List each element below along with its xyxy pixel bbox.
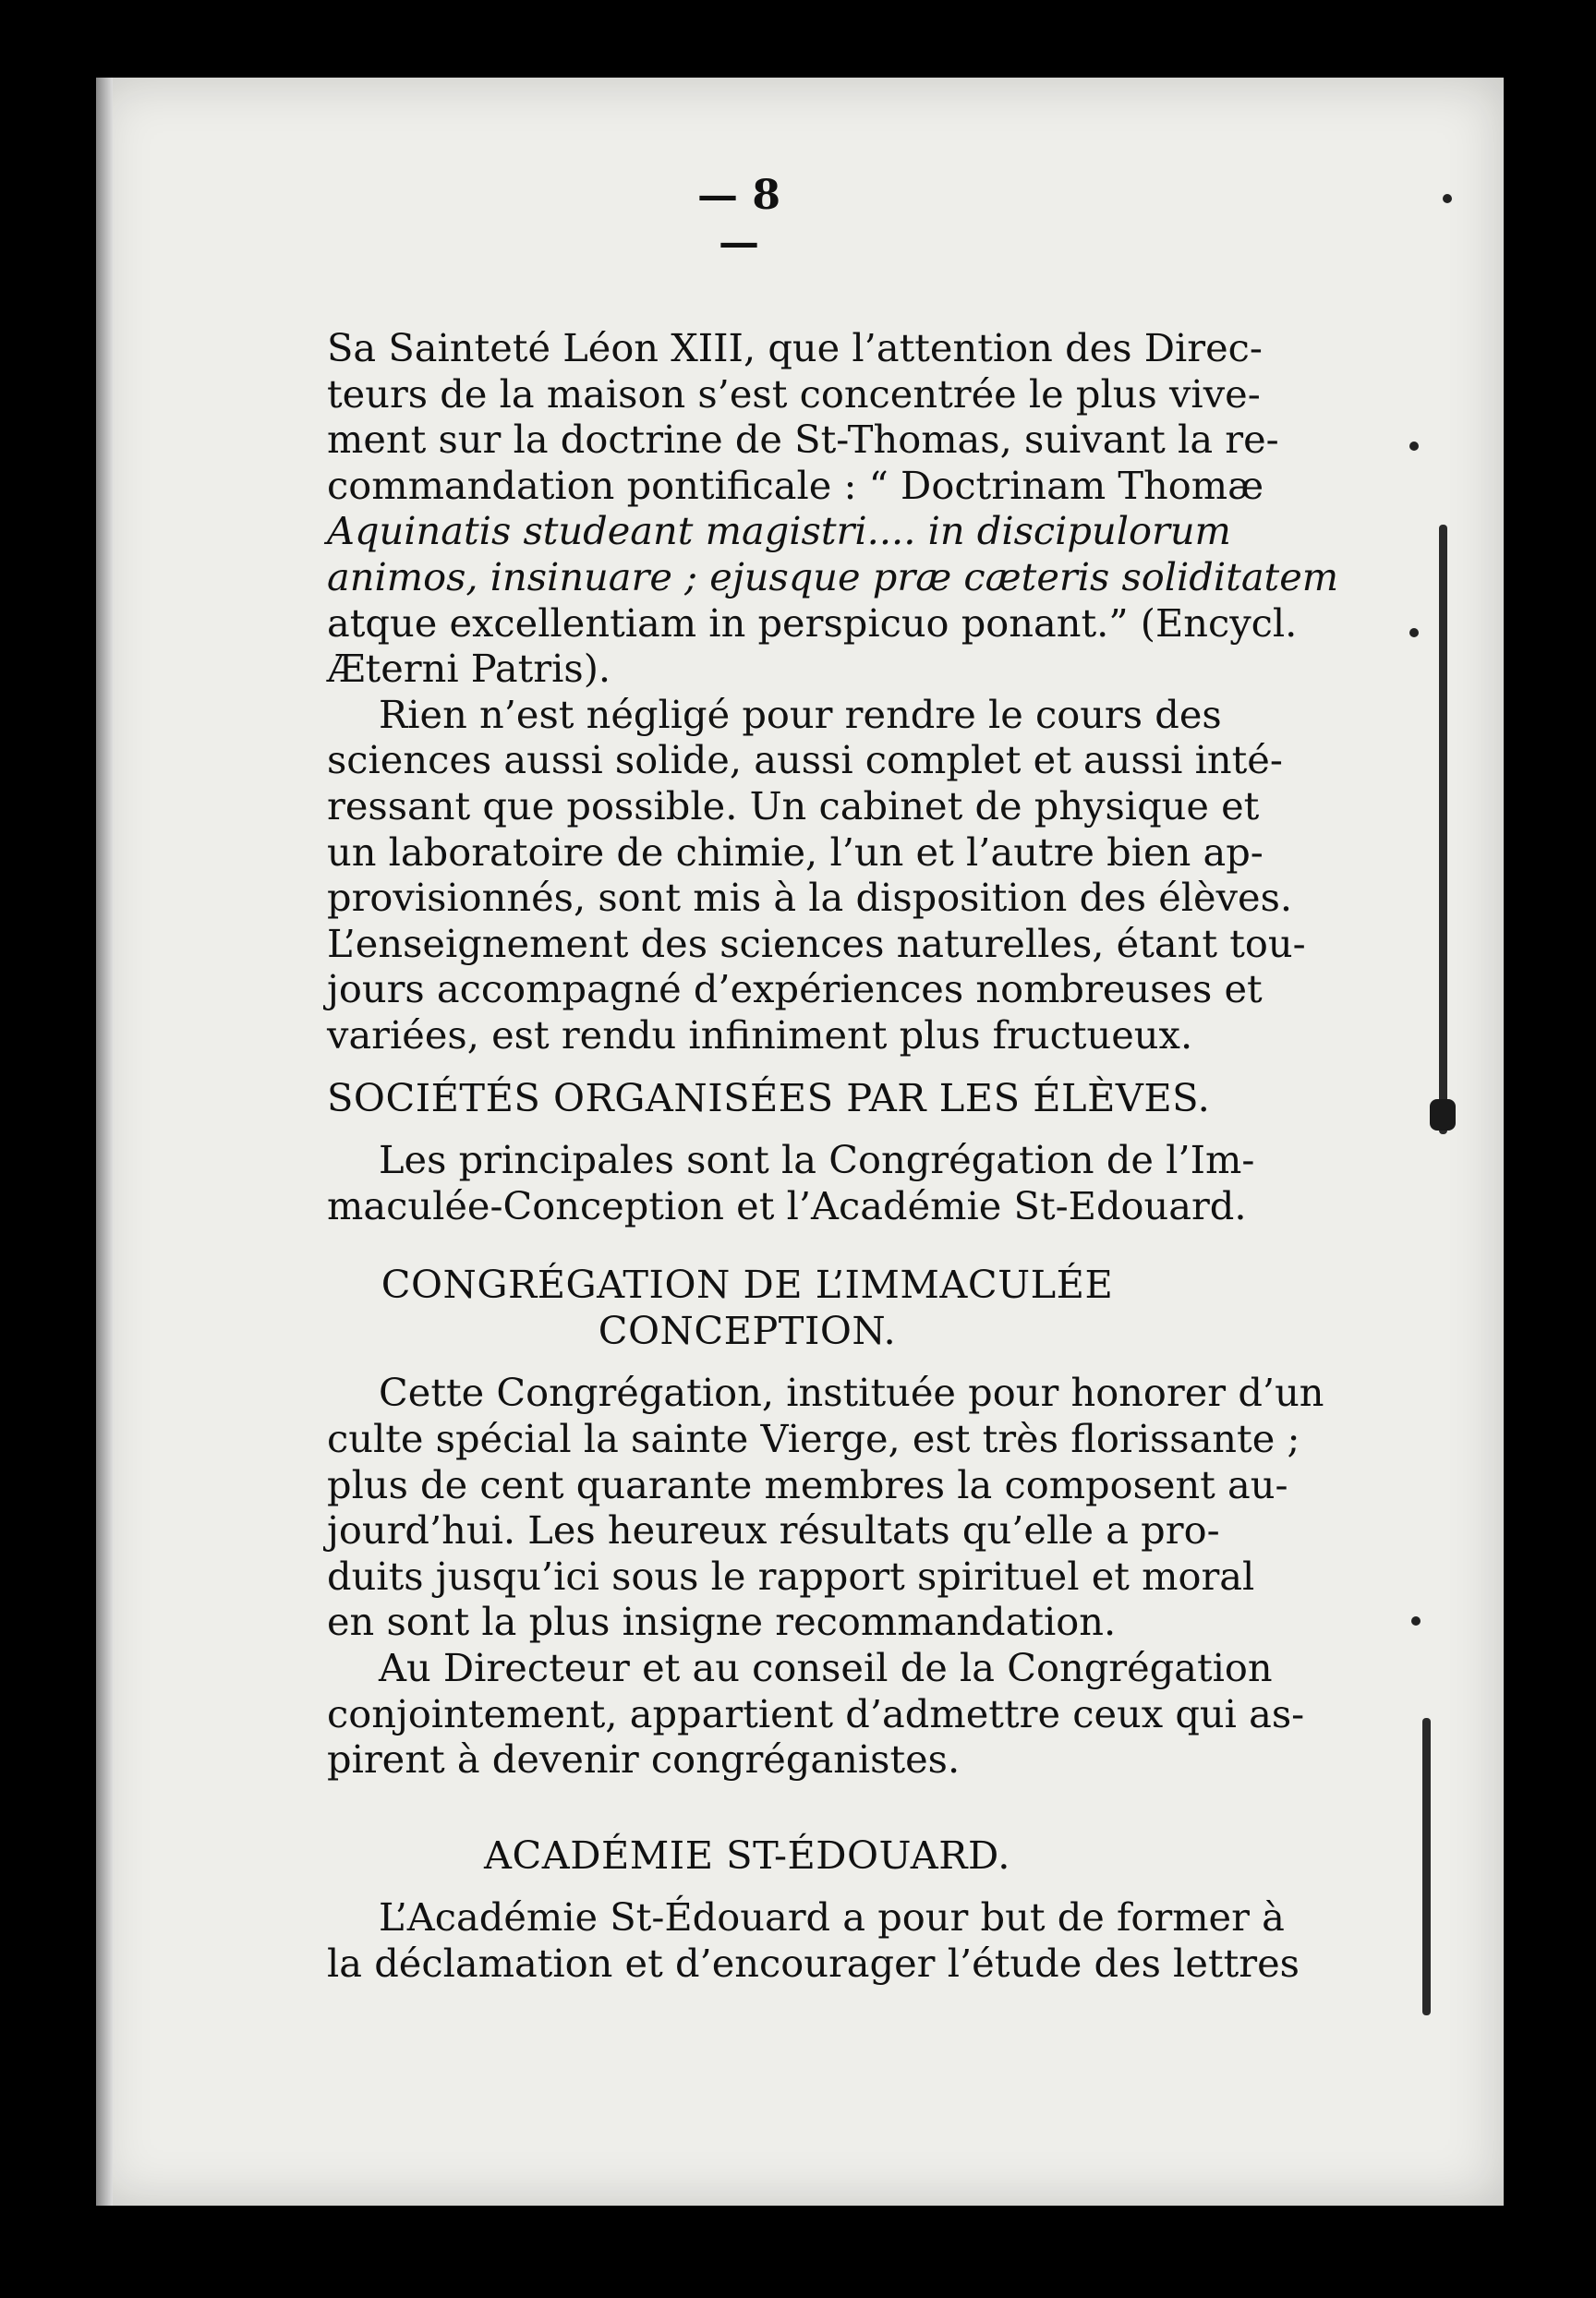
text-line: un laboratoire de chimie, l’un et l’autre bien ap- xyxy=(327,828,1264,875)
text-line: L’enseignement des sciences naturelles, étant tou- xyxy=(327,920,1306,966)
binding-cord-lower xyxy=(1422,1718,1431,2015)
line-spacer xyxy=(327,1783,1167,1832)
scan-speck xyxy=(1409,628,1419,637)
text-line: commandation pontificale : “ Doctrinam Thomæ xyxy=(327,462,1264,508)
text-line: culte spécial la sainte Vierge, est très florissante ; xyxy=(327,1416,1300,1462)
text-line: ment sur la doctrine de St-Thomas, suivant la re- xyxy=(327,417,1279,463)
line-spacer xyxy=(327,1878,1167,1894)
text-line: atque excellentiam in perspicuo ponant.” (Encycl. xyxy=(327,599,1298,646)
line-spacer xyxy=(327,1353,1167,1370)
scan-speck xyxy=(1409,441,1419,451)
binding-knot-upper xyxy=(1430,1099,1456,1131)
text-line: Aquinatis studeant magistri.... in discipulorum xyxy=(327,508,1231,554)
text-line: jourd’hui. Les heureux résultats qu’elle a pro- xyxy=(327,1507,1220,1554)
scan-speck xyxy=(1411,1616,1421,1626)
section-heading: SOCIÉTÉS ORGANISÉES PAR LES ÉLÈVES. xyxy=(327,1074,1211,1120)
text-line: Les principales sont la Congrégation de l’Im- xyxy=(379,1137,1255,1183)
text-line: maculée-Conception et l’Académie St-Edouard. xyxy=(327,1182,1247,1228)
text-line: conjointement, appartient d’admettre ceux qui as- xyxy=(327,1690,1305,1736)
binding-cord-upper xyxy=(1439,525,1447,1134)
text-line: teurs de la maison s’est concentrée le plus vive- xyxy=(327,370,1261,417)
line-spacer xyxy=(327,1120,1167,1137)
text-line: Rien n’est négligé pour rendre le cours des xyxy=(379,691,1222,737)
text-line: L’Académie St-Édouard a pour but de former à xyxy=(379,1894,1285,1941)
text-line: animos, insinuare ; ejusque præ cæteris soliditatem xyxy=(327,553,1339,599)
text-line: en sont la plus insigne recommandation. xyxy=(327,1599,1117,1645)
text-line: Sa Sainteté Léon XIII, que l’attention des Direc- xyxy=(327,325,1263,370)
text-line: Cette Congrégation, instituée pour honorer d’un xyxy=(379,1370,1324,1416)
section-heading: ACADÉMIE ST-ÉDOUARD. xyxy=(484,1832,1010,1878)
page-text xyxy=(327,325,1339,1987)
section-heading: CONCEPTION. xyxy=(598,1307,897,1353)
line-spacer xyxy=(327,1058,1167,1075)
text-line: la déclamation et d’encourager l’étude des lettres xyxy=(327,1941,1300,1986)
text-line: Æterni Patris). xyxy=(327,646,611,692)
scan-speck xyxy=(1443,194,1452,203)
text-line: provisionnés, sont mis à la disposition des élèves. xyxy=(327,875,1293,921)
section-heading: CONGRÉGATION DE L’IMMACULÉE xyxy=(381,1262,1114,1308)
text-line: pirent à devenir congréganistes. xyxy=(327,1736,961,1783)
text-line: variées, est rendu infiniment plus fructueux. xyxy=(327,1011,1193,1058)
text-line: Au Directeur et au conseil de la Congrégation xyxy=(379,1645,1273,1691)
text-line: duits jusqu’ici sous le rapport spirituel et moral xyxy=(327,1553,1255,1599)
text-line: ressant que possible. Un cabinet de physique et xyxy=(327,782,1260,828)
text-line: plus de cent quarante membres la composent au- xyxy=(327,1461,1288,1507)
page-number: — 8 — xyxy=(697,172,780,266)
text-line: jours accompagné d’expériences nombreuses et xyxy=(327,966,1263,1012)
text-line: sciences aussi solide, aussi complet et aussi inté- xyxy=(327,737,1283,783)
line-spacer xyxy=(327,1228,1167,1262)
